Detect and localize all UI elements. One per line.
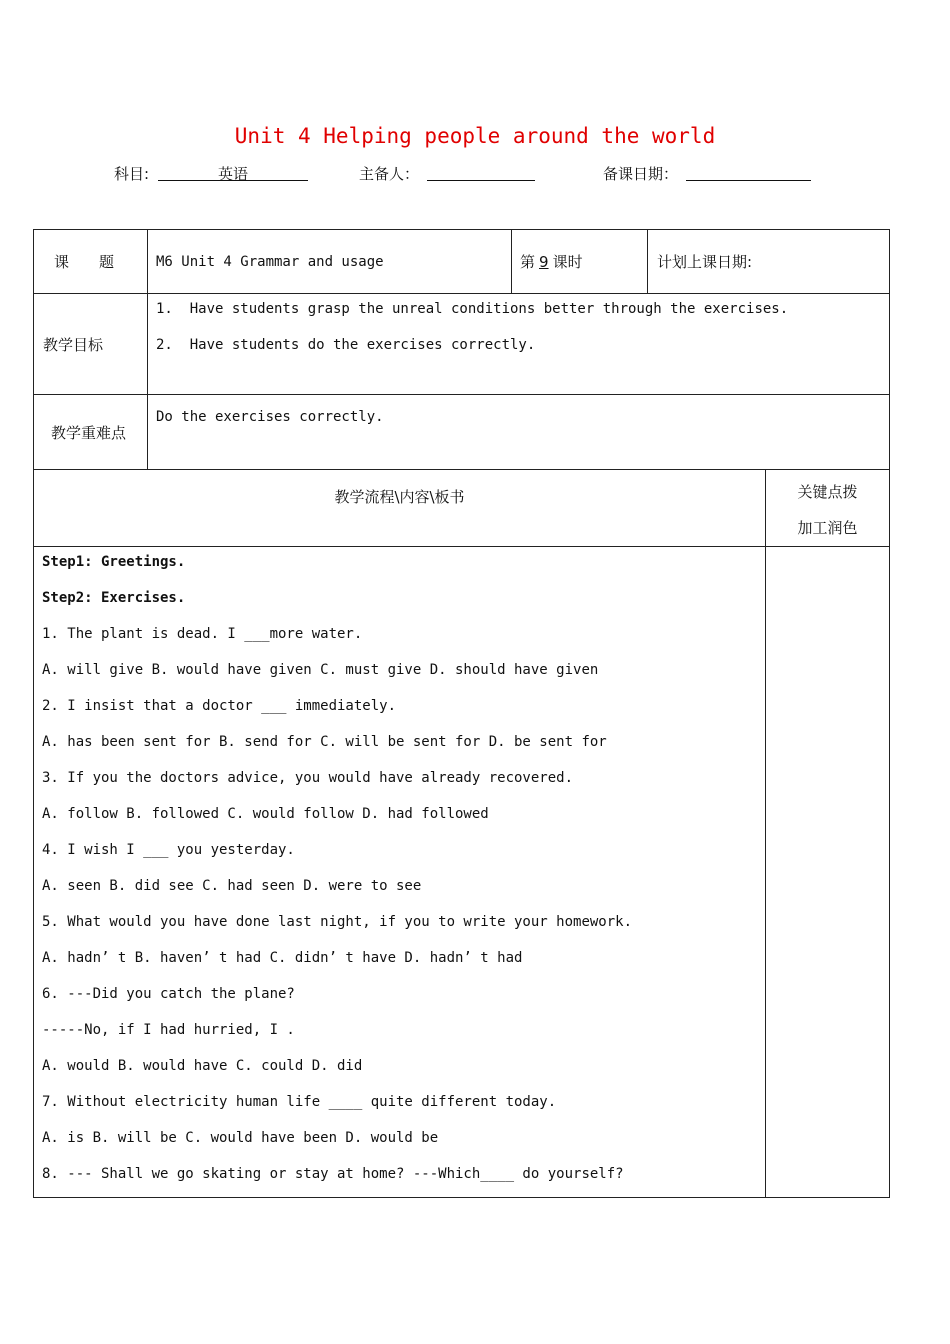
exercise-line: A. would B. would have C. could D. did bbox=[42, 1058, 363, 1074]
exercise-line: 7. Without electricity human life ____ quite different today. bbox=[42, 1094, 557, 1110]
period-suffix: 课时 bbox=[552, 253, 583, 271]
topic-label: 课 题 bbox=[34, 230, 148, 294]
exercise-line: A. is B. will be C. would have been D. would be bbox=[42, 1130, 439, 1146]
step-line: Step2: Exercises. bbox=[42, 590, 186, 606]
keypoints-label: 教学重难点 bbox=[34, 395, 148, 470]
objective-item: 1. Have students grasp the unreal conditions better through the exercises. bbox=[156, 301, 789, 317]
preparer-label: 主备人： bbox=[359, 165, 420, 183]
exercise-line: 5. What would you have done last night, if you to write your homework. bbox=[42, 914, 633, 930]
exercise-line: 4. I wish I ___ you yesterday. bbox=[42, 842, 295, 858]
topic-value: M6 Unit 4 Grammar and usage bbox=[148, 230, 512, 294]
process-header: 教学流程\内容\板书 bbox=[34, 470, 766, 547]
objectives-row bbox=[34, 294, 890, 395]
step-line: Step1: Greetings. bbox=[42, 554, 186, 570]
exercise-line: 2. I insist that a doctor ___ immediately. bbox=[42, 698, 397, 714]
meta-row bbox=[0, 163, 950, 185]
date-field bbox=[686, 163, 811, 185]
date-label: 备课日期： bbox=[603, 165, 679, 183]
subject-field bbox=[158, 163, 308, 183]
exercise-line: 3. If you the doctors advice, you would have already recovered. bbox=[42, 770, 574, 786]
keypoints-row bbox=[34, 395, 890, 470]
exercise-line: 6. ---Did you catch the plane? bbox=[42, 986, 295, 1002]
subject-label: 科目: bbox=[114, 165, 150, 183]
subject-value: 英语 bbox=[217, 165, 248, 183]
process-header-row bbox=[34, 470, 890, 547]
exercise-line: A. hadn’ t B. haven’ t had C. didn’ t have D. hadn’ t had bbox=[42, 950, 523, 966]
objectives-content bbox=[148, 294, 890, 395]
exercise-line: A. follow B. followed C. would follow D. had followed bbox=[42, 806, 489, 822]
lesson-plan-table bbox=[33, 229, 890, 1198]
side-header-line: 加工润色 bbox=[797, 519, 858, 537]
exercise-line: 8. --- Shall we go skating or stay at home? ---Which____ do yourself? bbox=[42, 1166, 624, 1182]
keypoints-value: Do the exercises correctly. bbox=[148, 395, 890, 470]
objectives-label: 教学目标 bbox=[34, 294, 148, 395]
exercise-line: A. will give B. would have given C. must give D. should have given bbox=[42, 662, 599, 678]
period-number: 9 bbox=[539, 253, 549, 271]
side-notes-cell bbox=[766, 547, 890, 1198]
objective-item: 2. Have students do the exercises correctly. bbox=[156, 337, 536, 353]
process-content bbox=[34, 547, 766, 1198]
preparer-field bbox=[427, 163, 535, 185]
planned-date-label: 计划上课日期: bbox=[648, 230, 890, 294]
period-prefix: 第 bbox=[520, 253, 536, 271]
exercise-line: -----No, if I had hurried, I . bbox=[42, 1022, 295, 1038]
exercise-line: A. seen B. did see C. had seen D. were to see bbox=[42, 878, 422, 894]
side-header bbox=[766, 470, 890, 547]
exercise-line: 1. The plant is dead. I ___more water. bbox=[42, 626, 363, 642]
period-cell bbox=[512, 230, 648, 294]
process-content-row bbox=[34, 547, 890, 1198]
side-header-line: 关键点拨 bbox=[797, 483, 858, 501]
exercise-line: A. has been sent for B. send for C. will be sent for D. be sent for bbox=[42, 734, 607, 750]
document-title: Unit 4 Helping people around the world bbox=[234, 124, 716, 148]
topic-row bbox=[34, 230, 890, 294]
